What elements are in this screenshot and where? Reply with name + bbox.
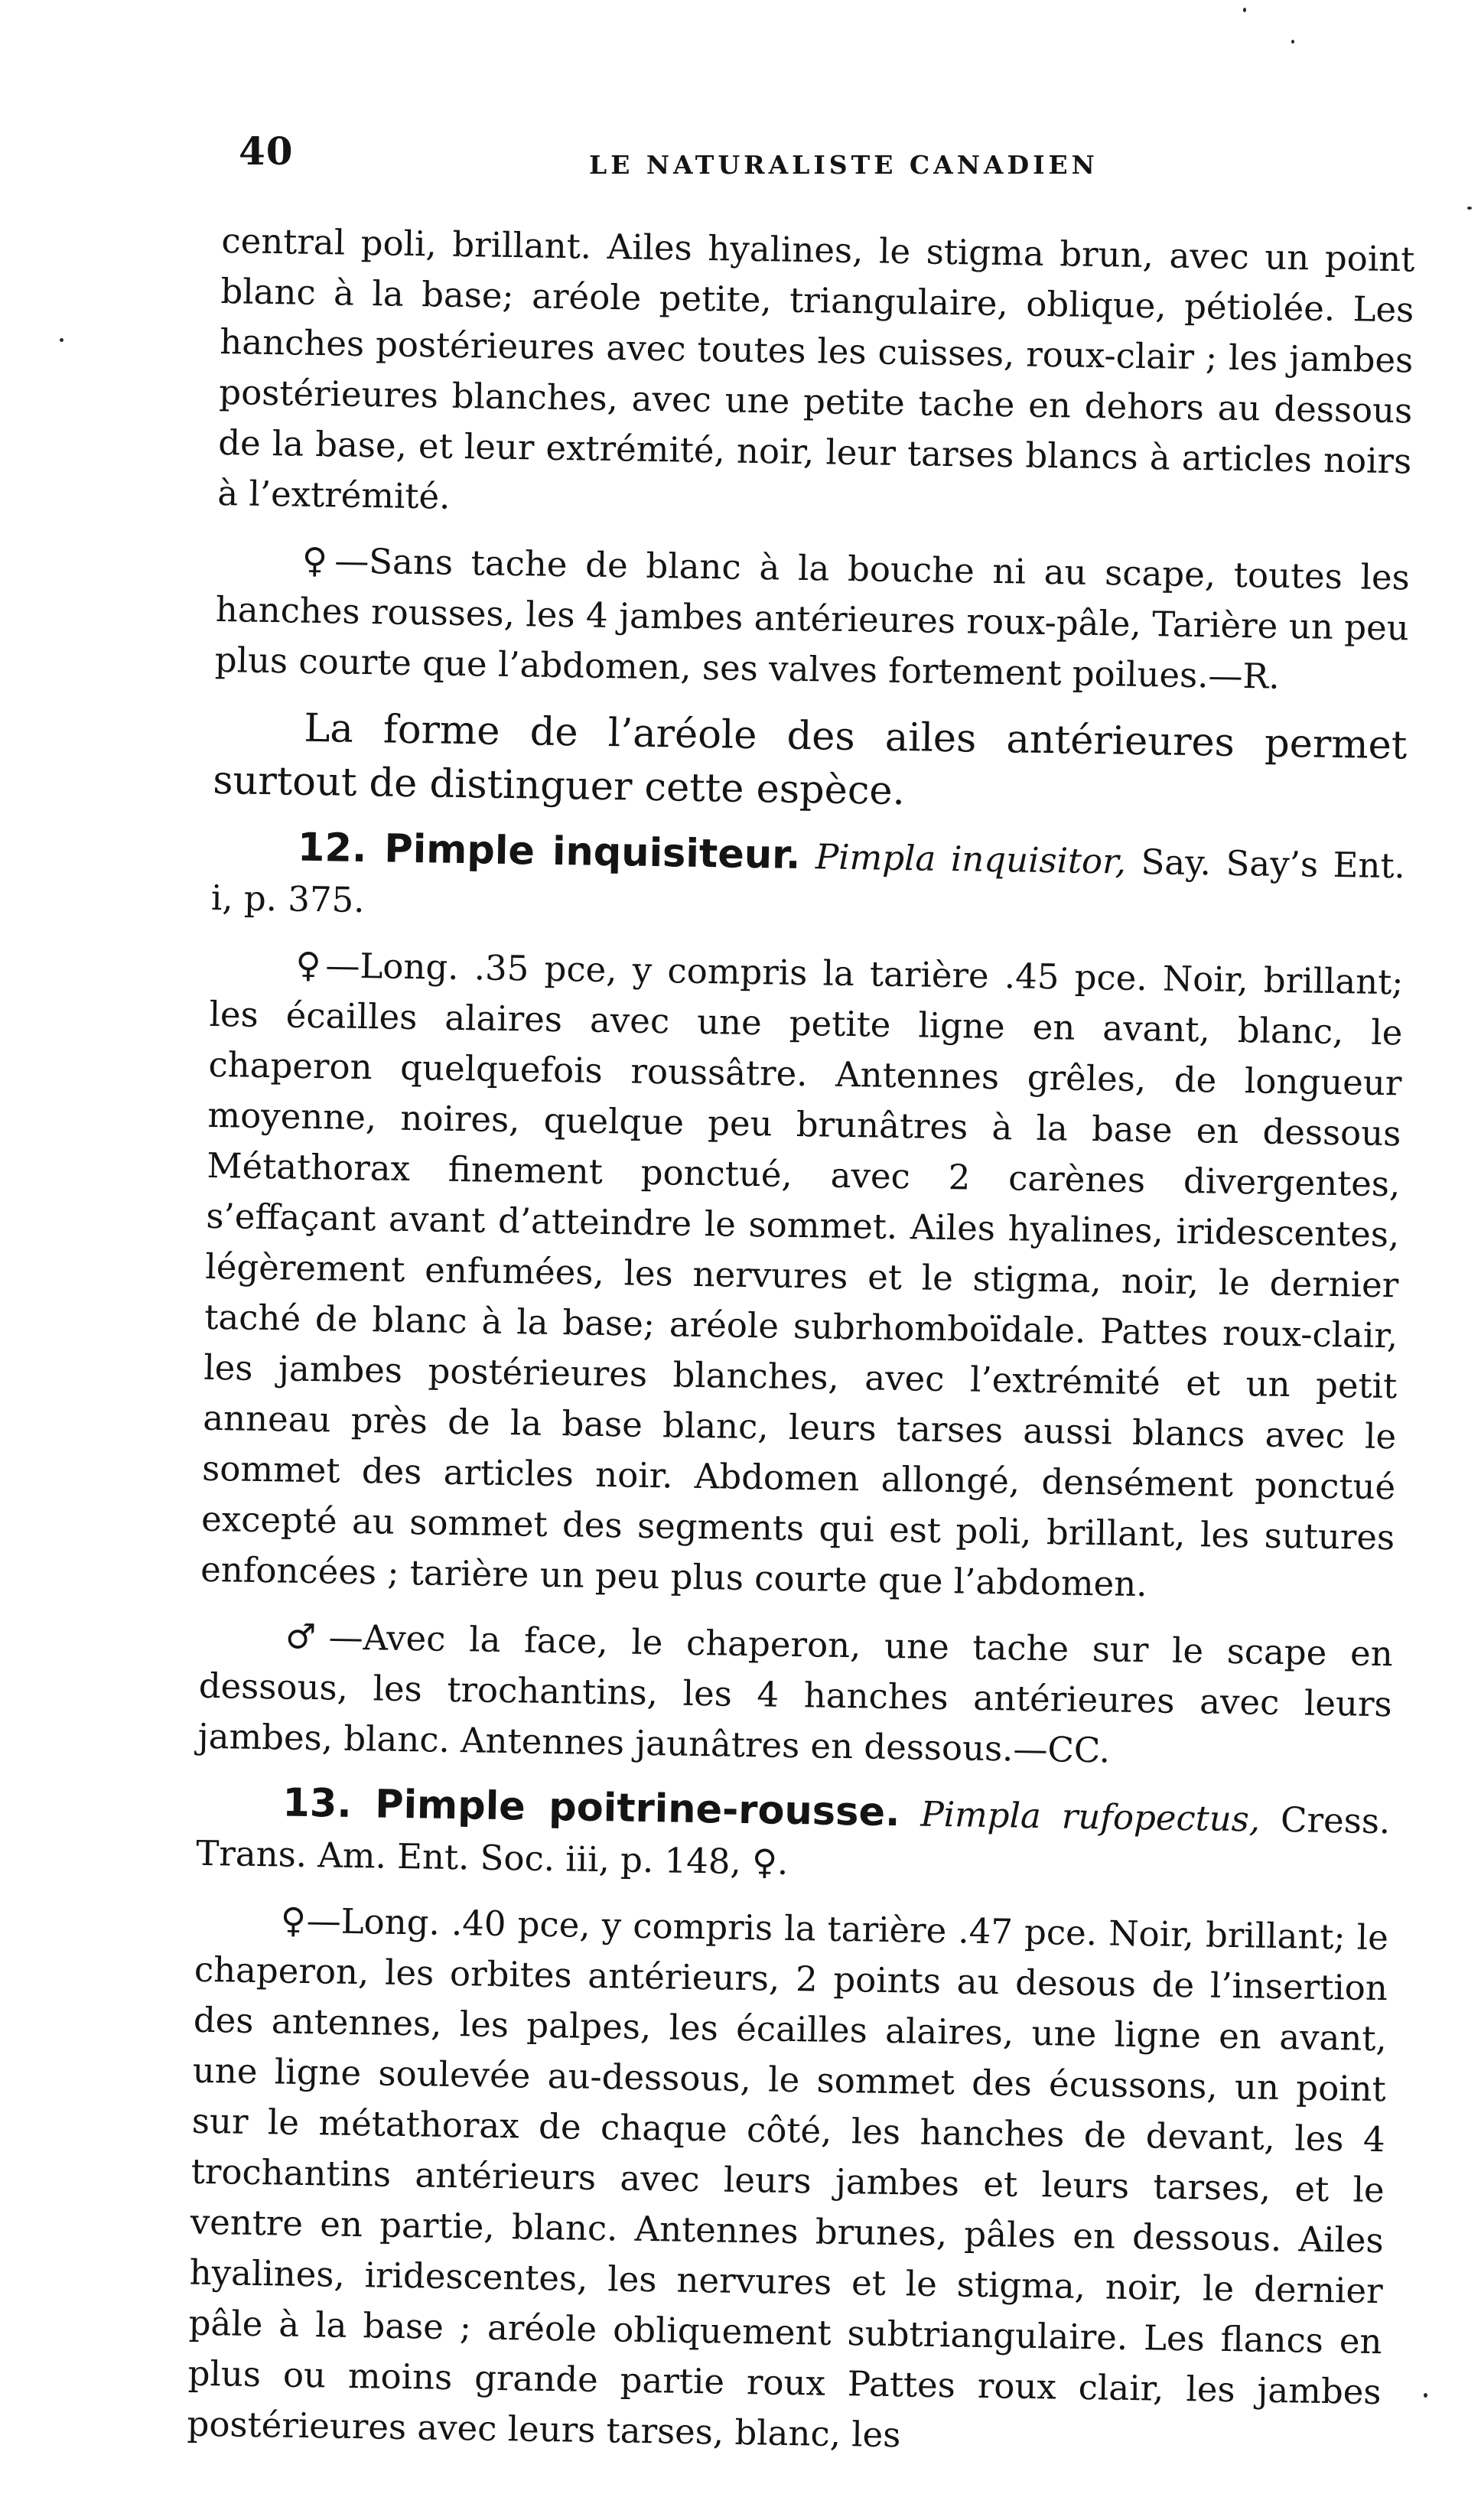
scan-speck <box>1291 40 1294 44</box>
species-latin-13: Pimpla rufopectus, <box>920 1793 1261 1840</box>
paragraph-female-description-12: ♀—Long. .35 pce, y compris la tarière .45 pce. Noir, brillant; les écailles alaires avec une petite ligne en avant, blanc, le chaperon quelquefois roussâtre. Antennes grêles, de longueur moyenne, noires, quelque peu brunâtres à la base en dessous Métathorax finement ponctué, avec 2 carènes divergentes, s’effaçant avant d’atteindre le sommet. Ailes hyalines, iridescentes, légèrement enfumées, les nervures et le stigma, noir, le dernier taché de blanc à la base; aréole subrhomboïdale. Pattes roux-clair, les jambes postérieures blanches, avec l’extrémité et un petit anneau près de la base blanc, leurs tarses aussi blancs avec le sommet des articles noir. Abdomen allongé, densément ponctué excepté au sommet des segments qui est poli, brillant, les sutures enfoncées ; tarière un peu plus courte que l’abdomen. <box>200 944 1404 1605</box>
running-title: LE NATURALISTE CANADIEN <box>589 150 1099 180</box>
paragraph-distinguishing-note: La forme de l’aréole des ailes antérieures permet surtout de distinguer cette espèce. <box>212 705 1408 815</box>
scan-speck <box>1467 207 1472 210</box>
species-name-13: 13. Pimple poitrine-rousse. <box>282 1780 900 1836</box>
species-citation-12: Say. Say’s Ent. i, p. 375. <box>210 841 1406 921</box>
paragraph-continuation: central poli, brillant. Ailes hyalines, le stigma brun, avec un point blanc à la base; aréole petite, triangulaire, oblique, pétiolée. Les hanches postérieures avec toutes les cuisses, roux-clair ; les jambes postérieures blanches, avec une petite tache en dehors au dessous de la base, et leur extrémité, noir, leur tarses blancs à articles noirs à l’extrémité. <box>216 220 1415 517</box>
page-body <box>187 216 1415 2483</box>
paragraph-female-description-13: ♀—Long. .40 pce, y compris la tarière .47 pce. Noir, brillant; le chaperon, les orbites antérieurs, 2 points au desous de l’insertion des antennes, les palpes, les écailles alaires, une ligne en avant, une ligne soulevée au-dessous, le sommet des écussons, un point sur le métathorax de chaque côté, les hanches de devant, les 4 trochantins antérieurs avec leurs jambes et leurs tarses, et le ventre en partie, blanc. Antennes brunes, pâles en dessous. Ailes hyalines, iridescentes, les nervures et le stigma, noir, le dernier pâle à la base ; aréole obliquement subtriangulaire. Les flancs en plus ou moins grande partie roux Pattes roux clair, les jambes postérieures avec leurs tarses, blanc, les <box>187 1900 1389 2456</box>
species-name-12: 12. Pimple inquisiteur. <box>297 825 801 878</box>
page-number: 40 <box>239 129 294 174</box>
scan-speck <box>60 338 63 342</box>
species-latin-12: Pimpla inquisitor, <box>815 836 1127 882</box>
paragraph-male-description-12: ♂—Avec la face, le chaperon, une tache sur le scape en dessous, les trochantins, les 4 hanches antérieures avec leurs jambes, blanc. Antennes jaunâtres en dessous.—CC. <box>197 1616 1394 1771</box>
paragraph-female-note: ♀—Sans tache de blanc à la bouche ni au scape, toutes les hanches rousses, les 4 jambes antérieures roux-pâle, Tarière un peu plus courte que l’abdomen, ses valves fortement poilues.—R. <box>214 539 1411 697</box>
species-citation-13: Cress. Trans. Am. Ent. Soc. iii, p. 148, ♀. <box>195 1799 1391 1883</box>
species-heading-13 <box>196 1777 1391 1897</box>
scan-speck <box>1424 2393 1427 2398</box>
species-heading-12 <box>210 822 1405 942</box>
scan-speck <box>1243 8 1246 12</box>
